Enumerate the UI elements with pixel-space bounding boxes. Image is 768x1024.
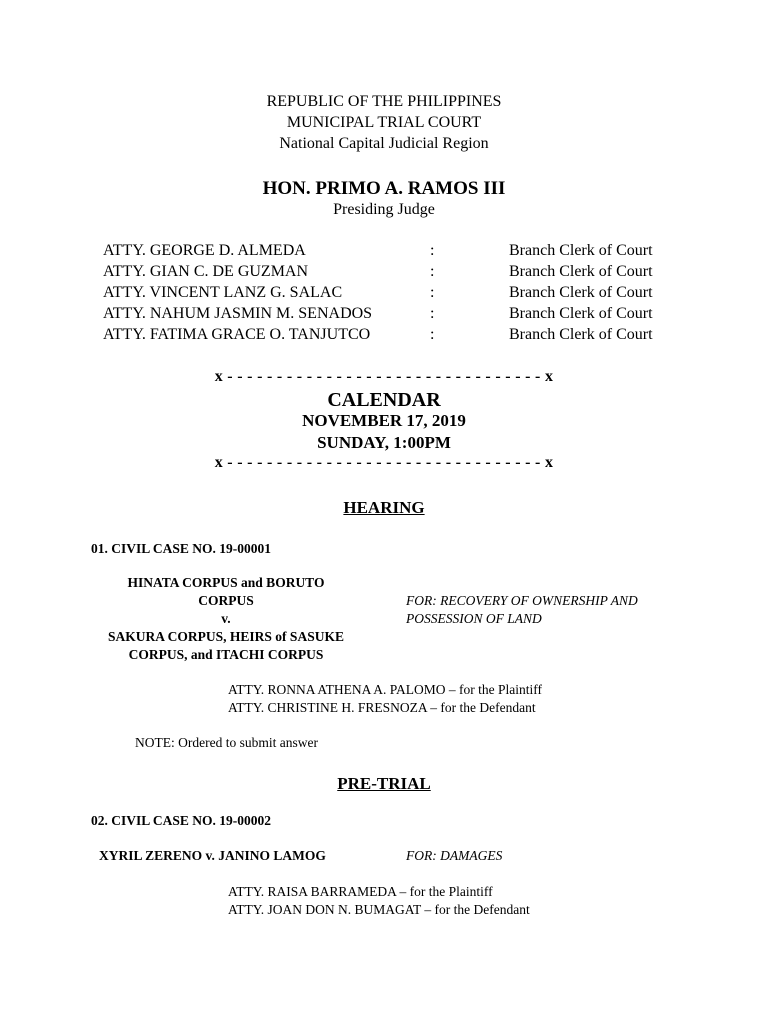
clerk-colon: :: [430, 284, 435, 301]
clerk-colon: :: [430, 263, 435, 280]
separator-line-top: x - - - - - - - - - - - - - - - - - - - - - - - - - - - - - - - - x: [214, 368, 554, 385]
clerk-role: Branch Clerk of Court: [509, 242, 653, 259]
section-heading-pretrial: PRE-TRIAL: [337, 774, 431, 793]
calendar-day-time: SUNDAY, 1:00PM: [317, 433, 451, 452]
case-cause-of-action: FOR: DAMAGES: [406, 848, 503, 863]
clerk-name: ATTY. FATIMA GRACE O. TANJUTCO: [103, 326, 371, 343]
clerk-role: Branch Clerk of Court: [509, 263, 653, 280]
clerk-name: ATTY. VINCENT LANZ G. SALAC: [103, 284, 343, 301]
calendar-date: NOVEMBER 17, 2019: [302, 411, 466, 430]
counsel-plaintiff: ATTY. RONNA ATHENA A. PALOMO – for the Plaintiff: [228, 682, 543, 697]
court-name-line: MUNICIPAL TRIAL COURT: [286, 114, 482, 131]
court-republic-line: REPUBLIC OF THE PHILIPPINES: [266, 93, 502, 110]
separator-line-bottom: x - - - - - - - - - - - - - - - - - - - - - - - - - - - - - - - - x: [214, 454, 554, 471]
case-parties: XYRIL ZERENO v. JANINO LAMOG: [99, 848, 326, 863]
plaintiff-names: HINATA CORPUS and BORUTO CORPUS: [127, 575, 325, 608]
calendar-title: CALENDAR: [327, 389, 441, 411]
clerk-role: Branch Clerk of Court: [509, 326, 653, 343]
section-heading-hearing: HEARING: [343, 498, 425, 517]
clerk-name: ATTY. GIAN C. DE GUZMAN: [103, 263, 309, 280]
clerk-name: ATTY. GEORGE D. ALMEDA: [103, 242, 306, 259]
defendant-names: SAKURA CORPUS, HEIRS of SASUKE CORPUS, and ITACHI CORPUS: [108, 629, 344, 662]
case-parties: [86, 574, 366, 664]
clerk-role: Branch Clerk of Court: [509, 305, 653, 322]
judge-name: HON. PRIMO A. RAMOS III: [262, 178, 506, 199]
clerk-colon: :: [430, 326, 435, 343]
clerk-colon: :: [430, 242, 435, 259]
case-number: 01. CIVIL CASE NO. 19-00001: [91, 541, 272, 556]
clerk-colon: :: [430, 305, 435, 322]
judge-title: Presiding Judge: [333, 201, 435, 218]
counsel-plaintiff: ATTY. RAISA BARRAMEDA – for the Plaintiff: [228, 884, 493, 899]
counsel-defendant: ATTY. JOAN DON N. BUMAGAT – for the Defendant: [228, 902, 530, 917]
counsel-defendant: ATTY. CHRISTINE H. FRESNOZA – for the Defendant: [228, 700, 536, 715]
case-number: 02. CIVIL CASE NO. 19-00002: [91, 813, 272, 828]
case-note: NOTE: Ordered to submit answer: [135, 735, 318, 750]
case-cause-of-action: FOR: RECOVERY OF OWNERSHIP AND POSSESSION OF LAND: [406, 593, 638, 626]
clerk-name: ATTY. NAHUM JASMIN M. SENADOS: [103, 305, 373, 322]
versus-label: v.: [221, 611, 231, 626]
clerk-role: Branch Clerk of Court: [509, 284, 653, 301]
court-region-line: National Capital Judicial Region: [279, 135, 489, 152]
